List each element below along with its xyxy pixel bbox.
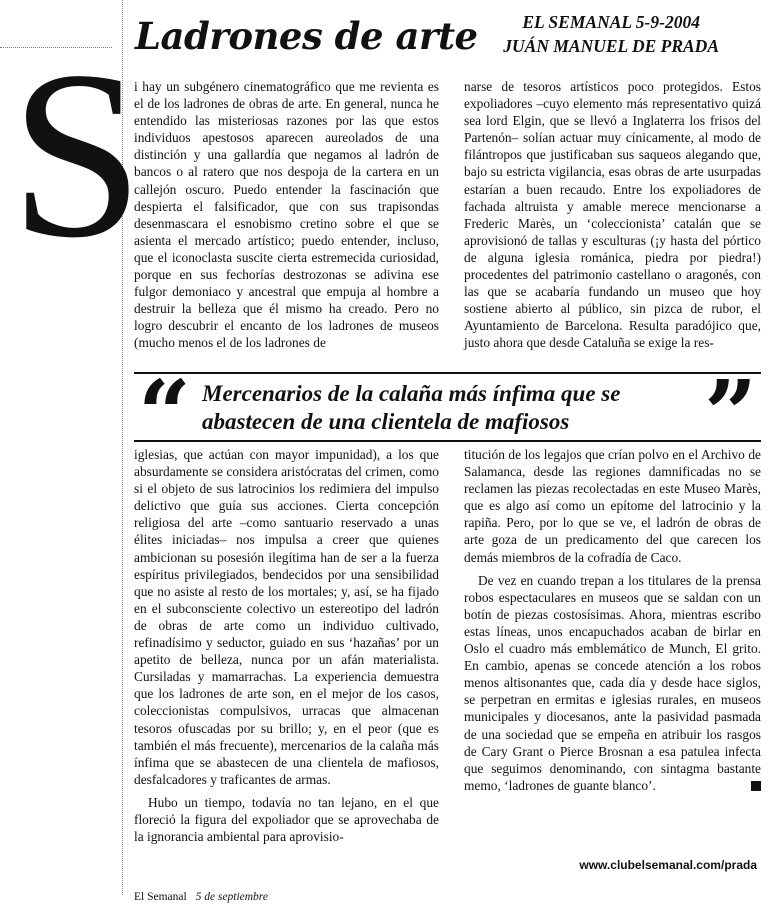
byline (503, 10, 719, 58)
author-url-link[interactable]: www.clubelsemanal.com/prada (579, 858, 757, 872)
paragraph-text: De vez en cuando trepan a los titulares de la prensa robos espectaculares en museos que se saldan con un botín de piezas costosísimas. Ahora, mientras escribo estas líneas, unos encapuchados acaban de birlar en Oslo el cuadro más emblemático de Munch, El grito. En cambio, apenas se concede atención a los robos menos altisonantes que, cada día y desde hace siglos, se perpetran en ermitas e iglesias rurales, en museos municipales y diocesanos, ante la pasividad pasmada de una sociedad que se empeña en atribuir los rasgos de Cary Grant o Pierce Brosnan a esa patulea infecta que seguimos denominando, con sintagma bastante memo, ‘ladrones de guante blanco’. (464, 572, 761, 793)
column-2 (464, 78, 761, 352)
pull-quote-text: Mercenarios de la calaña más ínfima que se abastecen de una clientela de mafiosos (202, 381, 621, 434)
paragraph: Hubo un tiempo, todavía no tan lejano, en el que floreció la figura del expoliador que se aprovechaba de la ignorancia ambiental para aprovisio- (134, 794, 439, 845)
column-3 (134, 446, 439, 845)
issue-date: 5 de septiembre (195, 891, 268, 903)
pull-quote (134, 360, 761, 468)
publication-date: EL SEMANAL 5-9-2004 (522, 12, 700, 32)
paragraph: i hay un subgénero cinematográfico que me revienta es el de los ladrones de obras de arte. En general, nunca he entendido las misteriosas razones por las que estos individuos apestosos aparecen aureolados de una distinción y una gallardía que negamos al ladrón de bancos o al ratero que nos despoja de la cartera en un callejón oscuro. Puedo entender la fascinación que despierta el falsificador, que con sus trapisondas desenmascara el esnobismo cretino sobre el que se asienta el mercado artístico; puedo entender, incluso, que el iconoclasta suscite cierta estremecida curiosidad, porque en sus fechorías destrozonas se adivina ese fulgor demoniaco y ancestral que empuja al hombre a destruir la belleza que él mismo ha creado. Pero no logro descubrir el encanto de los ladrones de museos (mucho menos el de los ladrones de (134, 79, 439, 351)
paragraph: titución de los legajos que crían polvo en el Archivo de Salamanca, desde las regiones damnificadas no se reclamen las piezas recolectadas en este Museo Marès, que es algo así como un epítome del latrocinio y la rapiña. Pero, por lo que se ve, el ladrón de obras de arte goza de un predicamento del que carecen los demás miembros de la cofradía de Caco. (464, 447, 761, 565)
author-name: JUÁN MANUEL DE PRADA (503, 36, 719, 56)
paragraph: iglesias, que actúan con mayor impunidad), a los que absurdamente se considera aristócratas del crimen, como si el objeto de sus latrocinios los redimiera del impulso delictivo que guía sus acciones. Cierta concepción religiosa del arte –como santuario reservado a unas élites iniciadas– nos impulsa a creer que quienes ambicionan su posesión ilegítima han de ser a la fuerza espíritus privilegiados, bendecidos por una sensibilidad que no asiste al resto de los mortales; y, así, se ha fijado en el subconsciente colectivo un estereotipo del ladrón de obras de arte como un individuo cultivado, refinadísimo y seductor, guiado en sus ‘hazañas’ por un apetito de belleza, nunca por un afán materialista. Cursiladas y mamarrachas. La experiencia demuestra que los ladrones de arte son, en el mejor de los casos, coleccionistas compulsivos, urracas que almacenan tesoros ofuscadas por su brillo; y, en el peor (que es también el más frecuente), mercenarios de la calaña más ínfima que se abastecen de una clientela de mafiosos, desfalcadores y traficantes de armas. (134, 447, 439, 787)
close-quote-icon: ” (704, 360, 757, 468)
paragraph: narse de tesoros artísticos poco protegidos. Estos expoliadores –cuyo elemento más representativo quizá sea lord Elgin, que se llevó a Inglaterra los frisos del Partenón– solían actuar muy cínicamente, al modo de filántropos que justificaban sus saqueos alegando que, bajo su estricta vigilancia, esas obras de arte usurpadas estarían a buen recaudo. Entre los expoliadores de fachada altruista y amable merece mencionarse a Frederic Marès, un ‘coleccionista’ catalán que se aprovisionó de tallas y esculturas (¡y hasta del pórtico de alguna iglesia románica, piedra por piedra!) procedentes del patrimonio castellano o aragonés, con las que se acabaría fundando un museo que hoy sostiene abierto al público, sin pizca de rubor, el Ayuntamiento de Barcelona. Resulta paradójico que, justo ahora que desde Cataluña se exige la res- (464, 79, 761, 351)
article-title: Ladrones de arte (135, 14, 478, 58)
column-4 (464, 446, 761, 794)
page-footer (134, 891, 268, 903)
magazine-name: El Semanal (134, 891, 187, 903)
open-quote-icon: “ (138, 360, 191, 468)
column-1 (134, 78, 439, 352)
paragraph (464, 572, 761, 794)
end-mark-icon (751, 781, 761, 791)
drop-cap: S (10, 21, 144, 287)
